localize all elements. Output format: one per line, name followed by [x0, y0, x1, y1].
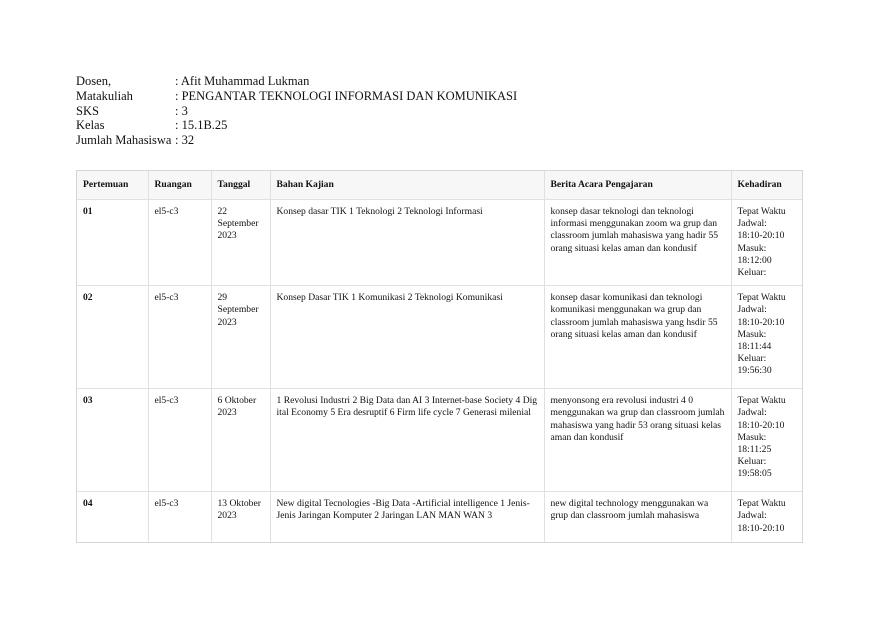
- kehadiran-status: Tepat Waktu: [737, 498, 786, 510]
- attendance-table: [77, 171, 803, 543]
- cell-tanggal: 22 September 2023: [211, 200, 270, 286]
- kehadiran-jadwal-label: Jadwal:: [737, 218, 767, 230]
- kehadiran-keluar-label: Keluar:: [737, 353, 767, 365]
- cell-tanggal: 13 Oktober 2023: [211, 492, 270, 543]
- column-header-tanggal: Tanggal: [211, 171, 270, 200]
- info-value: : 3: [175, 103, 188, 118]
- cell-berita-acara: konsep dasar teknologi dan teknologi informasi menggunakan zoom wa grup dan classroom jumlah mahasiswa yang hadir 55 orang situasi kelas aman dan kondusif: [544, 200, 731, 286]
- cell-berita-acara: new digital technology menggunakan wa grup dan classroom jumlah mahasiswa: [544, 492, 731, 543]
- cell-pertemuan: 01: [77, 200, 148, 286]
- info-label: Matakuliah: [76, 88, 133, 103]
- cell-berita-acara: konsep dasar komunikasi dan teknologi komunikasi menggunakan wa grup dan classroom jumlah mahasiswa yang hsdir 55 orang situasi kelas aman dan kondusif: [544, 286, 731, 389]
- kehadiran-jadwal-label: Jadwal:: [737, 510, 767, 522]
- kehadiran-keluar-value: 19:58:05: [737, 468, 772, 480]
- column-header-bahan-kajian: Bahan Kajian: [270, 171, 544, 200]
- kehadiran-status: Tepat Waktu: [737, 395, 786, 407]
- kehadiran-masuk-label: Masuk:: [737, 431, 767, 443]
- column-header-ruangan: Ruangan: [148, 171, 211, 200]
- table-row: [77, 492, 803, 543]
- kehadiran-masuk-label: Masuk:: [737, 328, 767, 340]
- cell-pertemuan: 02: [77, 286, 148, 389]
- cell-kehadiran: [731, 286, 803, 389]
- kehadiran-keluar-label: Keluar:: [737, 456, 767, 468]
- cell-tanggal: 29 September 2023: [211, 286, 270, 389]
- info-row-dosen: [76, 74, 517, 89]
- column-header-kehadiran: Kehadiran: [731, 171, 803, 200]
- cell-bahan-kajian: Konsep Dasar TIK 1 Komunikasi 2 Teknologi Komunikasi: [270, 286, 544, 389]
- column-header-berita-acara: Berita Acara Pengajaran: [544, 171, 731, 200]
- cell-berita-acara: menyonsong era revolusi industri 4 0 menggunakan wa grup dan classroom jumlah mahasiswa yang hadir 53 orang situasi kelas aman dan kondusif: [544, 389, 731, 492]
- cell-kehadiran: [731, 492, 803, 543]
- cell-pertemuan: 03: [77, 389, 148, 492]
- kehadiran-masuk-value: 18:11:44: [737, 341, 772, 353]
- info-label: SKS: [76, 103, 99, 118]
- kehadiran-keluar-label: Keluar:: [737, 267, 767, 279]
- kehadiran-jadwal-value: 18:10-20:10: [737, 230, 785, 242]
- kehadiran-jadwal-value: 18:10-20:10: [737, 419, 785, 431]
- table-row: [77, 389, 803, 492]
- info-label: Dosen,: [76, 74, 112, 88]
- cell-ruangan: el5-c3: [148, 389, 211, 492]
- info-value: : 15.1B.25: [175, 118, 228, 133]
- course-info-header: [76, 74, 517, 148]
- kehadiran-jadwal-label: Jadwal:: [737, 304, 767, 316]
- kehadiran-jadwal-value: 18:10-20:10: [737, 316, 785, 328]
- cell-ruangan: el5-c3: [148, 492, 211, 543]
- table-row: [77, 200, 803, 286]
- table-header-row: [77, 171, 803, 200]
- kehadiran-status: Tepat Waktu: [737, 206, 786, 217]
- kehadiran-masuk-value: 18:12:00: [737, 254, 772, 266]
- info-row-kelas: [76, 118, 517, 133]
- info-row-matakuliah: [76, 89, 517, 104]
- info-row-jumlah-mahasiswa: [76, 133, 517, 148]
- cell-kehadiran: [731, 200, 803, 286]
- info-row-sks: [76, 104, 517, 119]
- info-value: : 32: [175, 133, 195, 148]
- info-label: Kelas: [76, 118, 105, 133]
- cell-bahan-kajian: Konsep dasar TIK 1 Teknologi 2 Teknologi Informasi: [270, 200, 544, 286]
- kehadiran-masuk-label: Masuk:: [737, 242, 767, 254]
- kehadiran-status: Tepat Waktu: [737, 292, 786, 304]
- kehadiran-jadwal-label: Jadwal:: [737, 407, 767, 419]
- kehadiran-keluar-value: 19:56:30: [737, 365, 772, 377]
- info-value: : PENGANTAR TEKNOLOGI INFORMASI DAN KOMUNIKASI: [175, 88, 518, 103]
- cell-ruangan: el5-c3: [148, 286, 211, 389]
- kehadiran-jadwal-value: 18:10-20:10: [737, 522, 785, 534]
- cell-pertemuan: 04: [77, 492, 148, 543]
- info-value: : Afit Muhammad Lukman: [175, 74, 310, 88]
- cell-bahan-kajian: 1 Revolusi Industri 2 Big Data dan AI 3 Internet-base Society 4 Dig ital Economy 5 Era desruptif 6 Firm life cycle 7 Generasi milenial: [270, 389, 544, 492]
- column-header-pertemuan: Pertemuan: [77, 171, 148, 200]
- info-label: Jumlah Mahasiswa: [76, 133, 172, 148]
- cell-kehadiran: [731, 389, 803, 492]
- cell-tanggal: 6 Oktober 2023: [211, 389, 270, 492]
- kehadiran-masuk-value: 18:11:25: [737, 444, 772, 456]
- cell-ruangan: el5-c3: [148, 200, 211, 286]
- cell-bahan-kajian: New digital Tecnologies -Big Data -Artificial intelligence 1 Jenis-Jenis Jaringan Komputer 2 Jaringan LAN MAN WAN 3: [270, 492, 544, 543]
- attendance-table-container: [76, 170, 803, 543]
- table-row: [77, 286, 803, 389]
